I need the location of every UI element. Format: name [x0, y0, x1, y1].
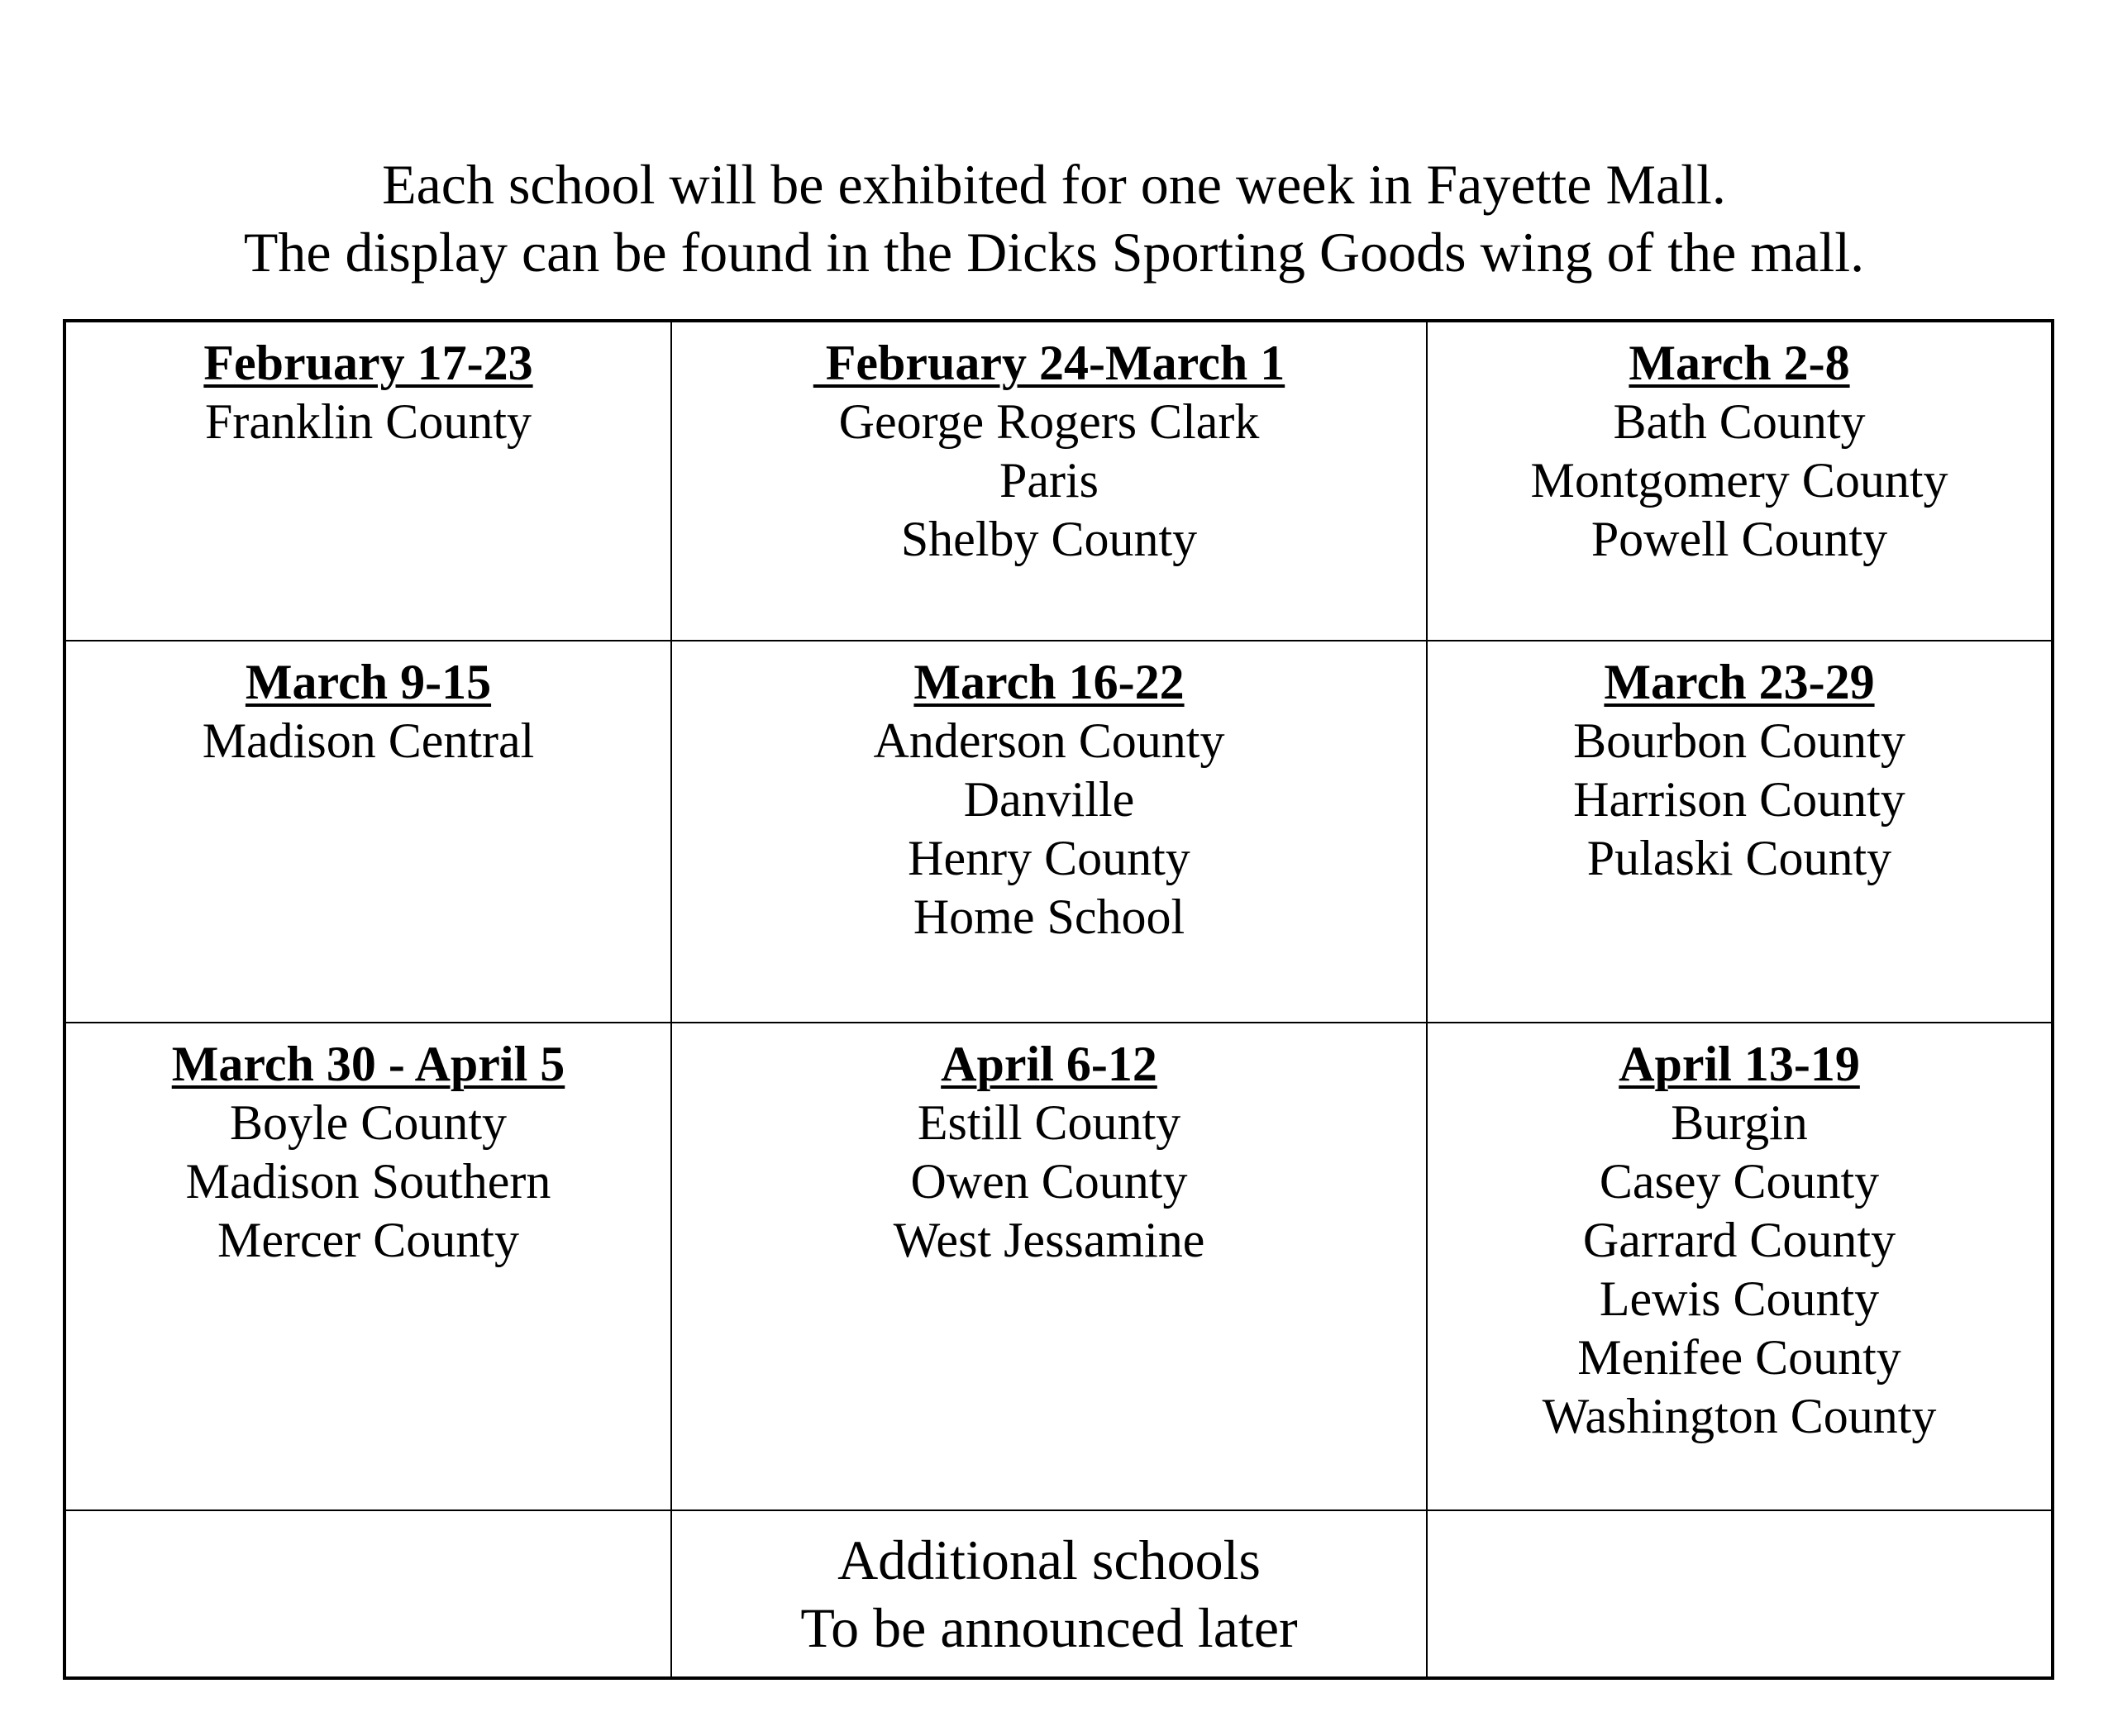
- school-name: Boyle County: [229, 1095, 507, 1150]
- school-name: Franklin County: [204, 394, 532, 449]
- intro-text: [0, 150, 2108, 286]
- school-name: Menifee County: [1577, 1330, 1901, 1385]
- schedule-row: [64, 641, 2053, 1023]
- school-name: Paris: [999, 453, 1099, 508]
- week-dates: April 6-12: [941, 1037, 1157, 1091]
- school-name: Garrard County: [1582, 1213, 1896, 1267]
- school-name: Pulaski County: [1586, 831, 1892, 885]
- school-name: Estill County: [917, 1095, 1181, 1150]
- week-cell: [1427, 321, 2053, 641]
- school-name: Lewis County: [1599, 1271, 1880, 1326]
- exhibit-schedule-table: [63, 319, 2054, 1680]
- school-name: Madison Southern: [185, 1154, 551, 1209]
- week-cell: [64, 321, 671, 641]
- school-name: Harrison County: [1573, 772, 1905, 827]
- week-dates: March 23-29: [1604, 655, 1875, 709]
- note-line-1: Additional schools: [837, 1529, 1261, 1591]
- week-dates: April 13-19: [1619, 1037, 1860, 1091]
- schedule-row: [64, 321, 2053, 641]
- intro-line-2: The display can be found in the Dicks Sporting Goods wing of the mall.: [243, 221, 1865, 284]
- week-dates: March 16-22: [913, 655, 1185, 709]
- school-name: Bath County: [1613, 394, 1866, 449]
- schedule-row: [64, 1510, 2053, 1678]
- week-dates: March 30 - April 5: [171, 1037, 565, 1091]
- school-name: Montgomery County: [1530, 453, 1948, 508]
- school-name: Home School: [913, 889, 1185, 944]
- school-name: Owen County: [910, 1154, 1188, 1209]
- week-dates: February 24-March 1: [813, 336, 1285, 390]
- school-name: West Jessamine: [893, 1213, 1205, 1267]
- week-dates: March 9-15: [245, 655, 492, 709]
- week-cell: [64, 1023, 671, 1510]
- schedule-row: [64, 1023, 2053, 1510]
- school-name: Madison Central: [202, 713, 535, 768]
- school-name: Henry County: [908, 831, 1190, 885]
- school-name: Burgin: [1671, 1095, 1808, 1150]
- intro-line-1: Each school will be exhibited for one week in Fayette Mall.: [382, 153, 1726, 216]
- week-dates: February 17-23: [203, 336, 533, 390]
- school-name: George Rogers Clark: [838, 394, 1260, 449]
- school-name: Bourbon County: [1573, 713, 1905, 768]
- school-name: Danville: [963, 772, 1135, 827]
- school-name: Shelby County: [900, 512, 1198, 566]
- school-name: Powell County: [1591, 512, 1888, 566]
- school-name: Anderson County: [873, 713, 1225, 768]
- week-cell: [1427, 641, 2053, 1023]
- week-dates: March 2-8: [1629, 336, 1850, 390]
- school-name: Casey County: [1599, 1154, 1880, 1209]
- week-cell: [1427, 1023, 2053, 1510]
- empty-cell: [64, 1510, 671, 1678]
- additional-schools-note: [671, 1510, 1427, 1678]
- week-cell: [671, 1023, 1427, 1510]
- week-cell: [64, 641, 671, 1023]
- empty-cell: [1427, 1510, 2053, 1678]
- note-line-2: To be announced later: [800, 1596, 1298, 1659]
- school-name: Washington County: [1542, 1389, 1937, 1443]
- week-cell: [671, 641, 1427, 1023]
- school-name: Mercer County: [217, 1213, 519, 1267]
- week-cell: [671, 321, 1427, 641]
